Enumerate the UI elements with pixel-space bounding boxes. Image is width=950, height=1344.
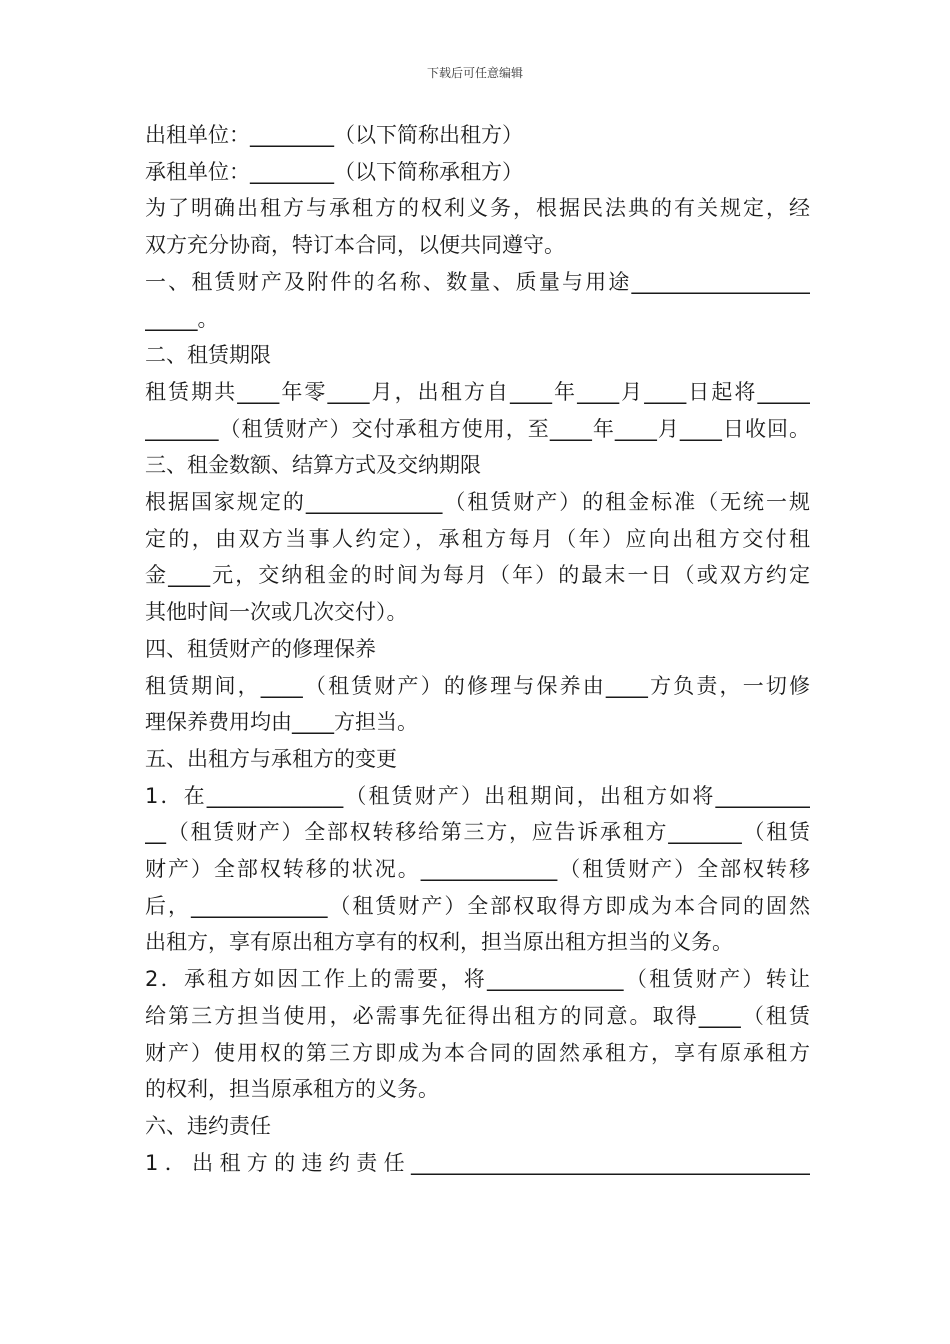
- contract-text-line: 二、租赁期限: [145, 343, 271, 368]
- contract-text-line: 1．出租方的违约责任______________________________________: [145, 1150, 810, 1175]
- contract-text-line: 定的，由双方当事人约定），承租方每月（年）应向出租方交付租: [145, 526, 810, 551]
- contract-text-line: 的权利，担当原承租方的义务。: [145, 1077, 439, 1102]
- contract-text-line: 财产）使用权的第三方即成为本合同的固然承租方，享有原承租方: [145, 1040, 810, 1065]
- contract-text-line: 六、违约责任: [145, 1113, 271, 1138]
- contract-text-line: __（租赁财产）全部权转移给第三方，应告诉承租方_______（租赁: [145, 820, 810, 845]
- contract-text-line: 其他时间一次或几次交付）。: [145, 600, 408, 625]
- contract-text-line: 五、出租方与承租方的变更: [145, 746, 397, 771]
- contract-text-line: 双方充分协商，特订本合同，以便共同遵守。: [145, 233, 565, 258]
- contract-text-line: 出租单位：________（以下简称出租方）: [145, 123, 523, 147]
- contract-body: [145, 117, 810, 1181]
- contract-text-line: 四、租赁财产的修理保养: [145, 636, 376, 661]
- contract-text-line: _____。: [145, 306, 219, 331]
- contract-text-line: 金____元，交纳租金的时间为每月（年）的最末一日（或双方约定: [145, 563, 810, 588]
- contract-text-line: 根据国家规定的_____________（租赁财产）的租金标准（无统一规: [145, 490, 810, 515]
- contract-text-line: 租赁期间，____（租赁财产）的修理与保养由____方负责，一切修: [145, 673, 810, 698]
- contract-text-line: _______（租赁财产）交付承租方使用，至____年____月____日收回。: [145, 416, 810, 441]
- contract-text-line: 三、租金数额、结算方式及交纳期限: [145, 453, 481, 478]
- contract-text-line: 财产）全部权转移的状况。_____________（租赁财产）全部权转移: [145, 857, 810, 882]
- contract-text-line: 出租方，享有原出租方享有的权利，担当原出租方担当的义务。: [145, 930, 733, 955]
- contract-text-line: 2．承租方如因工作上的需要，将_____________（租赁财产）转让: [145, 967, 810, 992]
- contract-text-line: 后，_____________（租赁财产）全部权取得方即成为本合同的固然: [145, 893, 810, 918]
- contract-text-line: 承租单位：________（以下简称承租方）: [145, 159, 523, 184]
- contract-text-line: 为了明确出租方与承租方的权利义务，根据民法典的有关规定，经: [145, 196, 810, 221]
- contract-text-line: 1．在_____________（租赁财产）出租期间，出租方如将_________: [145, 783, 810, 808]
- contract-text-line: 租赁期共____年零____月，出租方自____年____月____日起将_____: [145, 379, 810, 404]
- page-header: 下载后可任意编辑: [426, 66, 523, 80]
- contract-text-line: 一、租赁财产及附件的名称、数量、质量与用途_________________: [145, 269, 810, 294]
- contract-text-line: 理保养费用均由____方担当。: [145, 710, 418, 735]
- contract-text-line: 给第三方担当使用，必需事先征得出租方的同意。取得____（租赁: [145, 1003, 810, 1028]
